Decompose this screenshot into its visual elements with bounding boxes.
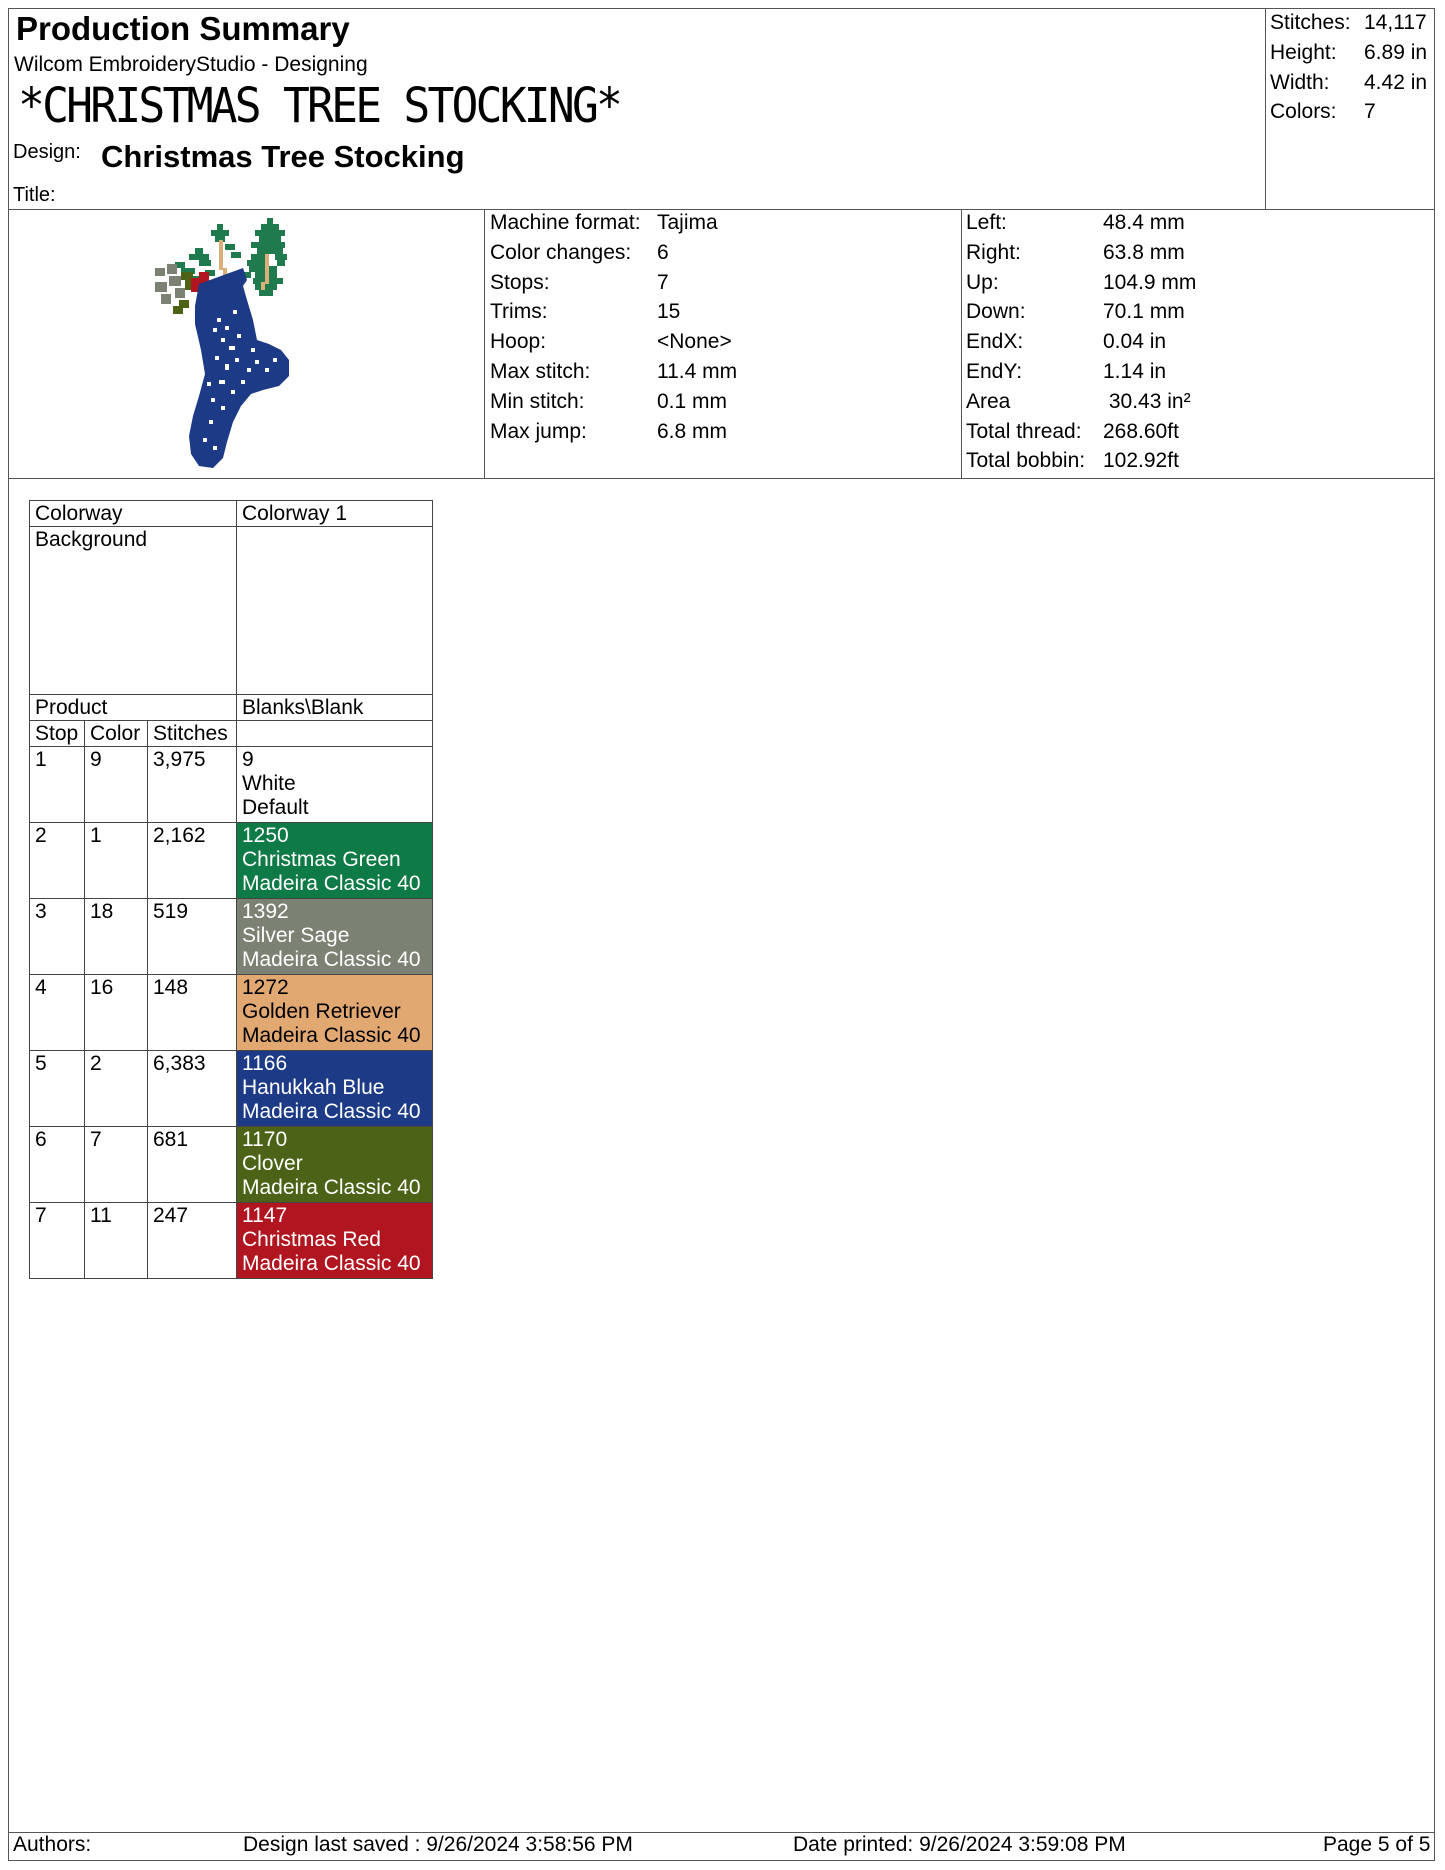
thread-row <box>30 823 433 899</box>
design-preview-image <box>155 210 345 478</box>
extents-value: 0.04 in <box>1103 330 1167 354</box>
stat-label: Width: <box>1270 70 1330 94</box>
extents-value: 102.92ft <box>1103 449 1179 473</box>
thread-code: 1250 <box>242 824 289 847</box>
colorway-value: Colorway 1 <box>237 501 433 527</box>
thread-code: 1170 <box>242 1128 288 1151</box>
thread-swatch <box>237 899 433 975</box>
thread-brand: Madeira Classic 40 <box>242 872 421 895</box>
machine-row <box>490 297 737 327</box>
thread-name: Golden Retriever <box>242 1000 401 1023</box>
extents-value: 48.4 mm <box>1103 211 1185 234</box>
divider <box>961 209 962 478</box>
product-label: Product <box>30 695 237 721</box>
thread-row <box>30 1051 433 1127</box>
stat-label: Colors: <box>1270 100 1337 124</box>
divider <box>1265 8 1266 209</box>
extents-row <box>966 268 1196 298</box>
stitch-count: 2,162 <box>148 823 237 899</box>
extents-row <box>966 446 1196 476</box>
stitch-count: 148 <box>148 975 237 1051</box>
thread-code: 1166 <box>242 1052 288 1075</box>
machine-label: Stops: <box>490 270 550 294</box>
product-value: Blanks\Blank <box>237 695 433 721</box>
background-row <box>30 527 433 695</box>
machine-row <box>490 417 737 447</box>
colorway-table <box>29 500 433 1279</box>
authors-label: Authors: <box>13 1833 92 1856</box>
machine-row <box>490 268 737 298</box>
last-saved: Design last saved : 9/26/2024 3:58:56 PM <box>243 1833 633 1856</box>
stop-number: 7 <box>30 1203 85 1279</box>
machine-label: Min stitch: <box>490 389 585 413</box>
divider <box>484 209 485 478</box>
stitch-count: 3,975 <box>148 747 237 823</box>
stat-value: 14,117 <box>1364 11 1427 34</box>
machine-label: Hoop: <box>490 330 547 354</box>
color-number: 9 <box>85 747 148 823</box>
machine-value: 6.8 mm <box>657 419 728 443</box>
divider <box>8 478 1435 479</box>
thread-name: Christmas Green <box>242 848 401 871</box>
machine-row <box>490 238 737 268</box>
extents-value: 268.60ft <box>1103 419 1179 443</box>
summary-row <box>1270 8 1427 38</box>
background-label: Background <box>30 527 237 695</box>
thread-brand: Default <box>242 796 309 819</box>
stat-value: 4.42 in <box>1364 70 1428 94</box>
extents-label: EndX: <box>966 330 1024 354</box>
stitch-count: 519 <box>148 899 237 975</box>
extents-label: Right: <box>966 240 1021 264</box>
stop-number: 1 <box>30 747 85 823</box>
color-number: 11 <box>85 1203 148 1279</box>
thread-code: 1392 <box>242 900 289 923</box>
extents-row <box>966 417 1196 447</box>
stat-label: Height: <box>1270 40 1337 64</box>
machine-row <box>490 387 737 417</box>
thread-brand: Madeira Classic 40 <box>242 1100 421 1123</box>
machine-label: Trims: <box>490 300 548 324</box>
thread-swatch <box>237 1127 433 1203</box>
thread-swatch <box>237 975 433 1051</box>
column-header-color: Color <box>85 721 148 747</box>
thread-code: 1272 <box>242 976 289 999</box>
stat-label: Stitches: <box>1270 11 1351 34</box>
machine-label: Max stitch: <box>490 359 591 383</box>
machine-row <box>490 357 737 387</box>
date-printed: Date printed: 9/26/2024 3:59:08 PM <box>793 1833 1126 1856</box>
thread-name: Clover <box>242 1152 303 1175</box>
stop-number: 5 <box>30 1051 85 1127</box>
thread-brand: Madeira Classic 40 <box>242 1176 421 1199</box>
thread-swatch <box>237 823 433 899</box>
thread-brand: Madeira Classic 40 <box>242 1252 421 1275</box>
color-number: 2 <box>85 1051 148 1127</box>
extents-label: Up: <box>966 270 999 294</box>
extents-label: Total thread: <box>966 419 1082 443</box>
extents-value: 104.9 mm <box>1103 270 1197 294</box>
summary-row <box>1270 97 1427 127</box>
extents-value: 70.1 mm <box>1103 300 1185 324</box>
design-display-name: *CHRISTMAS TREE STOCKING* <box>18 78 621 134</box>
thread-brand: Madeira Classic 40 <box>242 948 421 971</box>
colorway-row <box>30 501 433 527</box>
extents-row <box>966 238 1196 268</box>
stitch-count: 6,383 <box>148 1051 237 1127</box>
stop-number: 2 <box>30 823 85 899</box>
thread-name: White <box>242 772 296 795</box>
color-number: 18 <box>85 899 148 975</box>
thread-swatch <box>237 1203 433 1279</box>
extents-row <box>966 297 1196 327</box>
thread-swatch <box>237 747 433 823</box>
thread-row <box>30 747 433 823</box>
page-number: Page 5 of 5 <box>1323 1833 1431 1856</box>
extents-info <box>966 208 1196 476</box>
machine-info <box>490 208 737 446</box>
summary-row <box>1270 68 1427 98</box>
page-title: Production Summary <box>16 10 350 47</box>
machine-label: Color changes: <box>490 240 632 264</box>
stitch-count: 681 <box>148 1127 237 1203</box>
colorway-label: Colorway <box>30 501 237 527</box>
extents-value: 30.43 in² <box>1103 389 1191 413</box>
extents-label: Left: <box>966 211 1007 234</box>
thread-row <box>30 1203 433 1279</box>
extents-label: Total bobbin: <box>966 449 1086 473</box>
color-number: 1 <box>85 823 148 899</box>
table-header-row <box>30 721 433 747</box>
extents-row <box>966 357 1196 387</box>
column-header-thread <box>237 721 433 747</box>
machine-row <box>490 327 737 357</box>
thread-row <box>30 975 433 1051</box>
stat-value: 7 <box>1364 100 1376 124</box>
extents-label: EndY: <box>966 359 1023 383</box>
extents-value: 63.8 mm <box>1103 240 1185 264</box>
stitch-count: 247 <box>148 1203 237 1279</box>
thread-swatch <box>237 1051 433 1127</box>
stocking <box>189 268 289 468</box>
column-header-stop: Stop <box>30 721 85 747</box>
machine-label: Machine format: <box>490 211 641 234</box>
thread-code: 9 <box>242 748 254 771</box>
design-name: Christmas Tree Stocking <box>101 139 465 174</box>
machine-value: 11.4 mm <box>657 359 738 383</box>
stop-number: 6 <box>30 1127 85 1203</box>
machine-value: 0.1 mm <box>657 389 728 413</box>
machine-value: 15 <box>657 300 681 324</box>
column-header-stitches: Stitches <box>148 721 237 747</box>
extents-value: 1.14 in <box>1103 359 1167 383</box>
software-name: Wilcom EmbroideryStudio - Designing <box>14 53 368 76</box>
thread-name: Silver Sage <box>242 924 350 947</box>
design-label: Design: <box>13 141 81 163</box>
summary-row <box>1270 38 1427 68</box>
thread-rows <box>30 747 433 1279</box>
extents-label: Down: <box>966 300 1026 324</box>
machine-row <box>490 208 737 238</box>
color-number: 7 <box>85 1127 148 1203</box>
extents-row <box>966 387 1196 417</box>
stat-value: 6.89 in <box>1364 40 1428 64</box>
summary-stats <box>1270 8 1427 127</box>
color-number: 16 <box>85 975 148 1051</box>
extents-row <box>966 327 1196 357</box>
machine-value: Tajima <box>657 211 718 234</box>
machine-value: <None> <box>657 330 732 354</box>
machine-label: Max jump: <box>490 419 587 443</box>
stop-number: 3 <box>30 899 85 975</box>
title-label: Title: <box>13 184 56 206</box>
thread-brand: Madeira Classic 40 <box>242 1024 421 1047</box>
thread-name: Hanukkah Blue <box>242 1076 385 1099</box>
thread-code: 1147 <box>242 1204 288 1227</box>
machine-value: 6 <box>657 240 669 264</box>
thread-row <box>30 1127 433 1203</box>
stop-number: 4 <box>30 975 85 1051</box>
extents-label: Area <box>966 389 1011 413</box>
thread-name: Christmas Red <box>242 1228 381 1251</box>
product-row <box>30 695 433 721</box>
divider <box>8 1832 1435 1833</box>
thread-row <box>30 899 433 975</box>
background-swatch <box>237 527 433 695</box>
extents-row <box>966 208 1196 238</box>
machine-value: 7 <box>657 270 669 294</box>
